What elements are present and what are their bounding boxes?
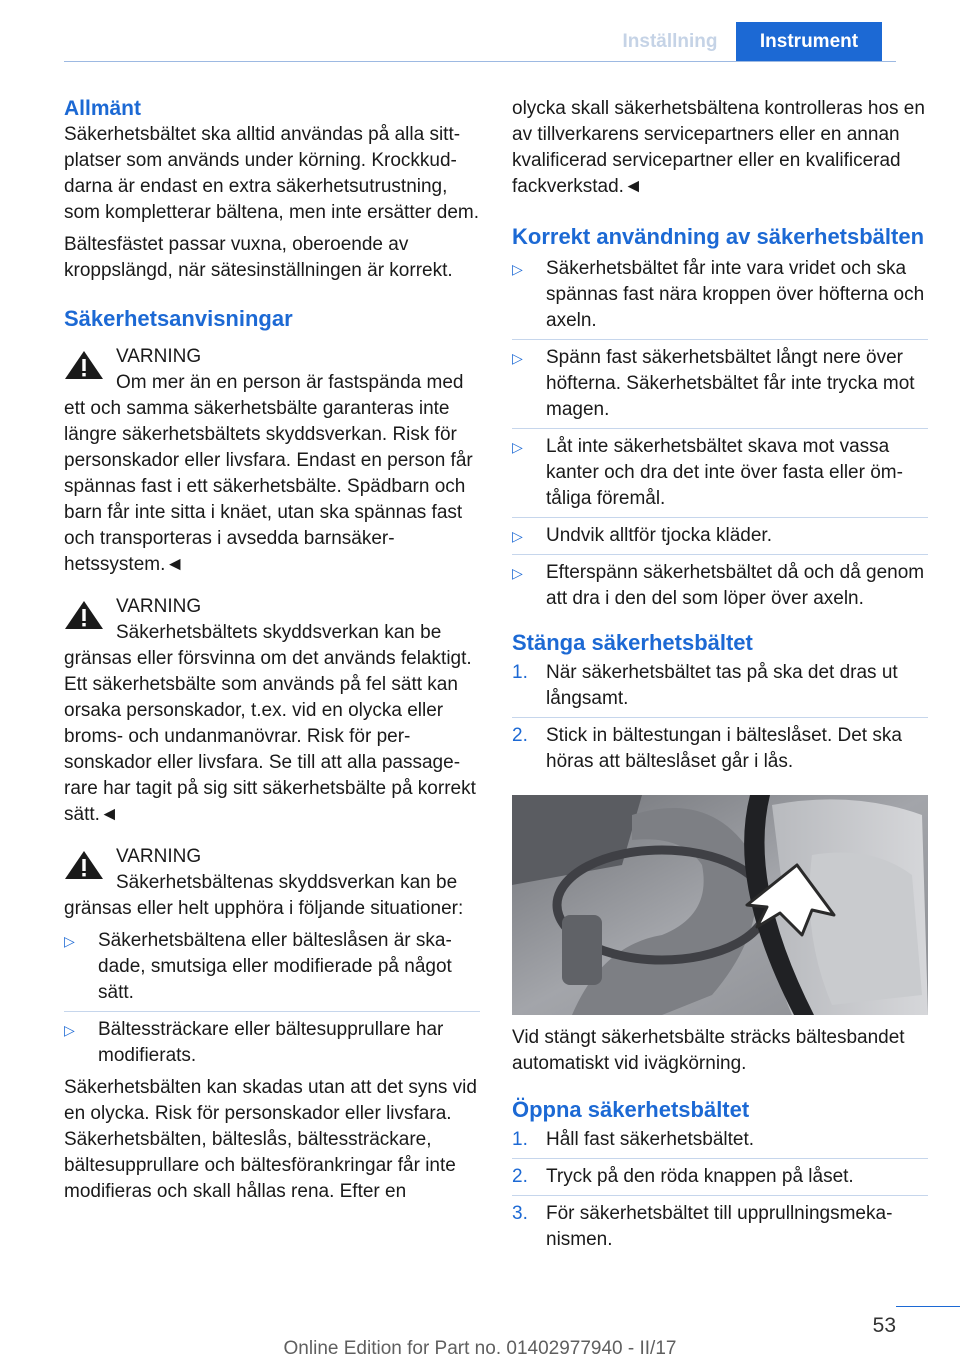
sakerhetsanvisningar-heading: Säkerhetsanvisningar <box>64 306 293 331</box>
list-item <box>64 928 480 1006</box>
list-item <box>64 1017 480 1069</box>
triangle-bullet-icon: ▷ <box>64 1022 75 1038</box>
warning-1-title: VARNING <box>116 346 202 367</box>
step-item <box>512 1127 928 1153</box>
list-item-text: Låt inte säkerhetsbältet skava mot vassa kanter och dra det inte över fasta eller ömtåliga föremål. <box>546 436 903 509</box>
list-item-text: Säkerhetsbältena eller bälteslåsen är skadade, smutsiga eller modifierade på något sätt. <box>98 930 452 1003</box>
continued-paragraph: olycka skall säkerhetsbältena kontrolleras hos en av tillverkarens servicepartners eller en annan kvalificerad servicepartner eller en kvalificerad fackverkstad.◄ <box>512 98 925 197</box>
list-item-text: Undvik alltför tjocka kläder. <box>546 525 772 546</box>
warning-triangle-icon <box>64 850 104 880</box>
page-header <box>0 0 960 62</box>
warning-triangle-icon <box>64 350 104 380</box>
warning-2-title: VARNING <box>116 596 202 617</box>
step-text: När säkerhetsbältet tas på ska det dras ut långsamt. <box>546 662 898 709</box>
list-item <box>512 345 928 423</box>
list-divider <box>512 1158 928 1159</box>
list-divider <box>64 1011 480 1012</box>
warning-triangle-icon <box>64 600 104 630</box>
stanga-steps <box>512 660 928 775</box>
list-divider <box>512 1195 928 1196</box>
page-number: 53 <box>872 1314 896 1337</box>
oppna-heading: Öppna säkerhetsbältet <box>512 1097 750 1122</box>
step-item <box>512 660 928 712</box>
list-item-text: Säkerhetsbältet får inte vara vridet och ska spännas fast nära kroppen över höfterna och axeln. <box>546 258 925 331</box>
korrekt-list <box>512 256 928 612</box>
photo-caption: Vid stängt säkerhetsbälte sträcks bältesbandet automatiskt vid ivägkörning. <box>512 1027 905 1074</box>
triangle-bullet-icon: ▷ <box>512 439 523 455</box>
list-item <box>512 256 928 334</box>
stanga-heading: Stänga säkerhetsbältet <box>512 630 753 655</box>
step-item <box>512 1201 928 1253</box>
warning-2-text: gränsas eller försvinna om det används felaktigt. Ett säkerhetsbälte som används på fel sätt kan orsaka personskador, t.ex. vid en olycka eller broms- och undanmanövrar. Risk för personskador eller livsfara. Se till att alla passagerare har tagit på sig sitt säkerhetsbälte på korrekt sätt.◄ <box>64 648 476 825</box>
tab-installning[interactable]: Inställning <box>622 31 718 52</box>
tab-instrument[interactable]: Instrument <box>736 22 882 62</box>
warning-1-text: ett och samma säkerhetsbälte garanteras inte längre säkerhetsbältets skyddsverkan. Risk för personskador eller livsfara. Endast en person får spännas fast i ett säkerhetsbälte. Spädbarn och barn får inte sitta i knäet, utan ska spännas fast och transporteras i avsedda barnsäkerhetssystem.◄ <box>64 398 473 575</box>
list-divider <box>512 517 928 518</box>
seatbelt-photo <box>512 795 928 1015</box>
step-text: För säkerhetsbältet till upprullningsmekanismen. <box>546 1203 893 1250</box>
list-item-text: Spänn fast säkerhetsbältet långt nere över höfterna. Säkerhetsbältet får inte trycka mot magen. <box>546 347 915 420</box>
list-item-text: Bältessträckare eller bältesupprullare har modifierats. <box>98 1019 444 1066</box>
oppna-steps <box>512 1127 928 1253</box>
allmant-paragraph-2: Bältesfästet passar vuxna, oberoende av kroppslängd, när sätesinställningen är korrekt. <box>64 234 453 281</box>
list-divider <box>512 339 928 340</box>
list-item <box>512 560 928 612</box>
warning-block-1 <box>64 344 480 578</box>
step-number: 1. <box>512 662 528 683</box>
allmant-paragraph-1: Säkerhetsbältet ska alltid användas på alla sittplatser som används under körning. Krockkuddarna är endast en extra säkerhetsutrustning, som kompletterar bältena, men inte ersätter dem. <box>64 124 480 223</box>
triangle-bullet-icon: ▷ <box>512 350 523 366</box>
footer-divider <box>896 1306 960 1307</box>
step-text: Tryck på den röda knappen på låset. <box>546 1166 854 1187</box>
step-number: 2. <box>512 1166 528 1187</box>
triangle-bullet-icon: ▷ <box>512 528 523 544</box>
korrekt-anvandning-heading: Korrekt användning av säkerhetsbälten <box>512 224 925 249</box>
triangle-bullet-icon: ▷ <box>512 261 523 277</box>
list-item <box>512 434 928 512</box>
warning-3-line: Säkerhetsbältenas skyddsverkan kan be <box>116 872 458 893</box>
step-item <box>512 723 928 775</box>
step-item <box>512 1164 928 1190</box>
step-text: Håll fast säkerhetsbältet. <box>546 1129 755 1150</box>
triangle-bullet-icon: ▷ <box>64 933 75 949</box>
warning-block-2 <box>64 594 480 828</box>
list-divider <box>512 554 928 555</box>
triangle-bullet-icon: ▷ <box>512 565 523 581</box>
edition-footer: Online Edition for Part no. 01402977940 - II/17 <box>283 1338 677 1359</box>
header-divider <box>64 61 896 62</box>
seatbelt-illustration <box>512 795 928 1015</box>
step-text: Stick in bältestungan i bälteslåset. Det ska höras att bälteslåset går i lås. <box>546 725 902 772</box>
right-column <box>512 96 928 1253</box>
step-number: 2. <box>512 725 528 746</box>
warning-3-title: VARNING <box>116 846 202 867</box>
list-item-text: Efterspänn säkerhetsbältet då och då genom att dra i den del som löper över axeln. <box>546 562 925 609</box>
warning-3-text: gränsas eller helt upphöra i följande situationer: <box>64 898 464 919</box>
closing-paragraph: Säkerhetsbälten kan skadas utan att det syns vid en olycka. Risk för personskador eller livsfara. Säkerhetsbälten, bälteslås, bältessträckare, bältesupprullare och bältesförankringar får inte modifieras och skall hållas rena. Efter en <box>64 1077 477 1202</box>
warning-1-line: Om mer än en person är fastspända med <box>116 372 464 393</box>
list-item <box>512 523 928 549</box>
list-divider <box>512 428 928 429</box>
warning-block-3 <box>64 844 480 922</box>
warning-2-line: Säkerhetsbältets skyddsverkan kan be <box>116 622 442 643</box>
step-number: 3. <box>512 1203 528 1224</box>
step-number: 1. <box>512 1129 528 1150</box>
warning-3-list <box>64 928 480 1069</box>
left-column <box>64 96 480 1205</box>
list-divider <box>512 717 928 718</box>
allmant-heading: Allmänt <box>64 97 142 120</box>
